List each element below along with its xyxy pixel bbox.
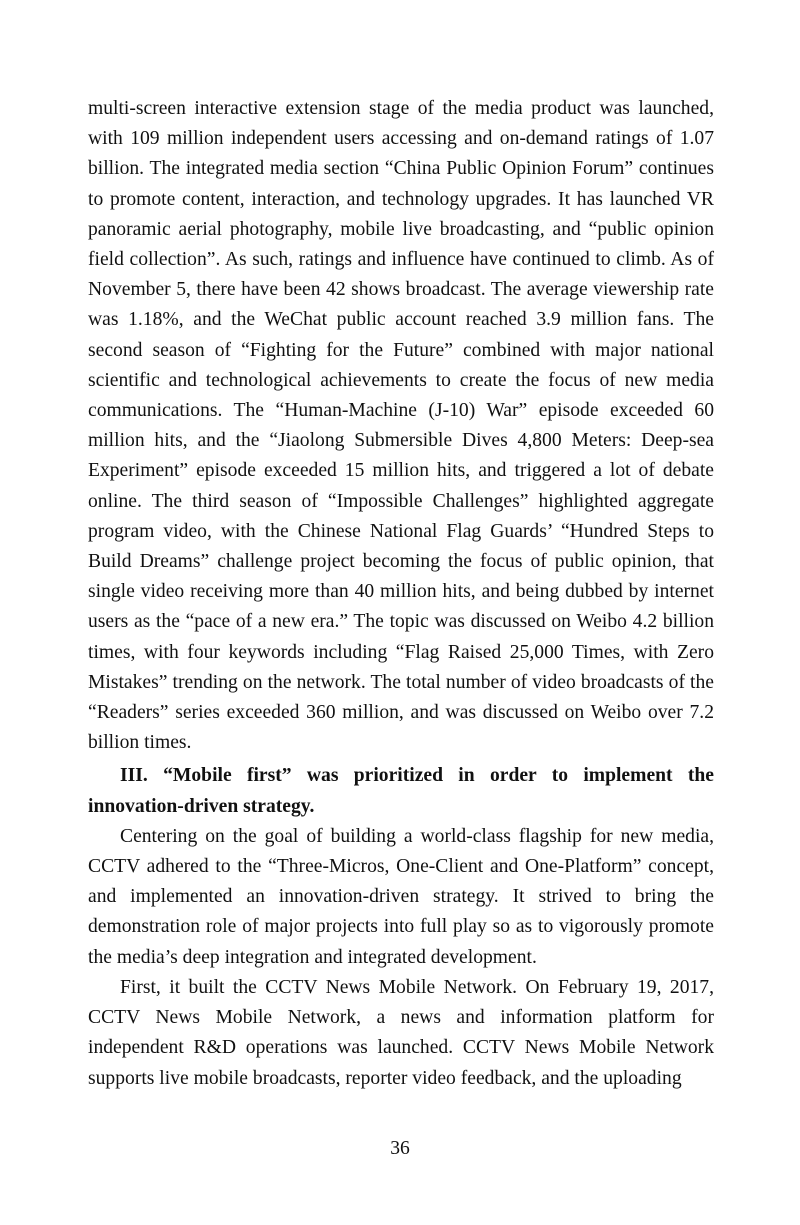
page-number: 36 [390, 1138, 410, 1159]
body-paragraph-1: multi-screen interactive extension stage of the media product was launched, with 109 million independent users accessing and on-demand ratings of 1.07 billion. The integrated media section “China Public Opinion Forum” continues to promote content, interaction, and technology upgrades. It has launched VR panoramic aerial photography, mobile live broadcasting, and “public opinion field collection”. As such, ratings and influence have continued to climb. As of November 5, there have been 42 shows broadcast. The average viewership rate was 1.18%, and the WeChat public account reached 3.9 million fans. The second season of “Fighting for the Future” combined with major national scientific and technological achievements to create the focus of new media communications. The “Human-Machine (J-10) War” episode exceeded 60 million hits, and the “Jiaolong Submersible Dives 4,800 Meters: Deep-sea Experiment” episode exceeded 15 million hits, and triggered a lot of debate online. The third season of “Impossible Challenges” highlighted aggregate program video, with the Chinese National Flag Guards’ “Hundred Steps to Build Dreams” challenge project becoming the focus of public opinion, that single video receiving more than 40 million hits, and being dubbed by internet users as the “pace of a new era.” The topic was discussed on Weibo 4.2 billion times, with four keywords including “Flag Raised 25,000 Times, with Zero Mistakes” trending on the network. The total number of video broadcasts of the “Readers” series exceeded 360 million, and was discussed on Weibo over 7.2 billion times. [88, 98, 714, 754]
body-paragraph-2: Centering on the goal of building a world-class flagship for new media, CCTV adhered to the “Three-Micros, One-Client and One-Platform” concept, and implemented an innovation-driven strategy. It strived to bring the demonstration role of major projects into full play so as to vigorously promote the media’s deep integration and integrated development. [88, 825, 714, 968]
document-page [88, 94, 714, 1094]
section-heading-iii: III. “Mobile first” was prioritized in order to implement the innovation-driven strategy. [88, 765, 714, 817]
body-paragraph-3: First, it built the CCTV News Mobile Network. On February 19, 2017, CCTV News Mobile Network, a news and information platform for independent R&D operations was launched. CCTV News Mobile Network supports live mobile broadcasts, reporter video feedback, and the uploading [88, 976, 714, 1089]
